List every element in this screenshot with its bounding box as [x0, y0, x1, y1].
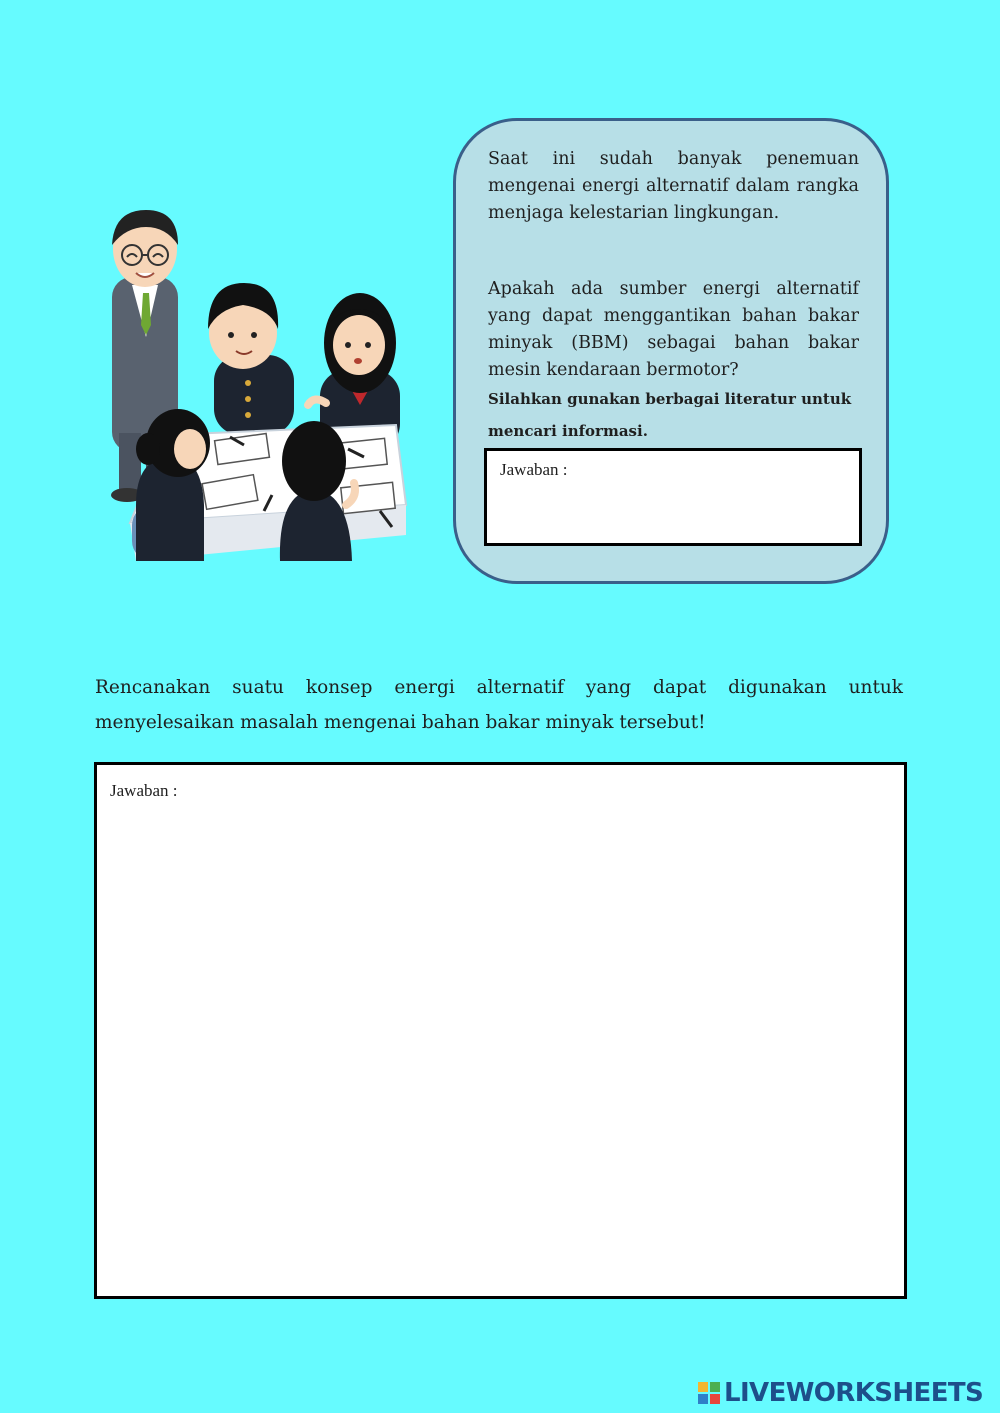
task-instruction: Rencanakan suatu konsep energi alternatif yang dapat digunakan untuk menyelesaikan masalah mengenai bahan bakar minyak tersebut! [95, 677, 903, 733]
classroom-discussion-illustration [96, 205, 408, 565]
boy-student-figure [208, 283, 294, 435]
answer-box-2[interactable] [94, 762, 907, 1299]
intro-paragraph-2: Apakah ada sumber energi alternatif yang dapat menggantikan bahan bakar minyak (BBM) sebagai bahan bakar mesin kendaraan bermotor? [488, 279, 859, 380]
liveworksheets-brand [697, 1376, 983, 1410]
brand-name: LIVEWORKSHEETS [724, 1378, 984, 1408]
answer-box-1[interactable] [484, 448, 862, 546]
liveworksheets-logo-icon [697, 1381, 721, 1405]
answer-box-2-label: Jawaban : [110, 781, 178, 800]
literature-note: Silahkan gunakan berbagai literatur untuk mencari informasi. [488, 390, 852, 440]
answer-box-1-label: Jawaban : [500, 460, 568, 479]
intro-paragraph-1: Saat ini sudah banyak penemuan mengenai energi alternatif dalam rangka menjaga kelestarian lingkungan. [488, 149, 859, 223]
